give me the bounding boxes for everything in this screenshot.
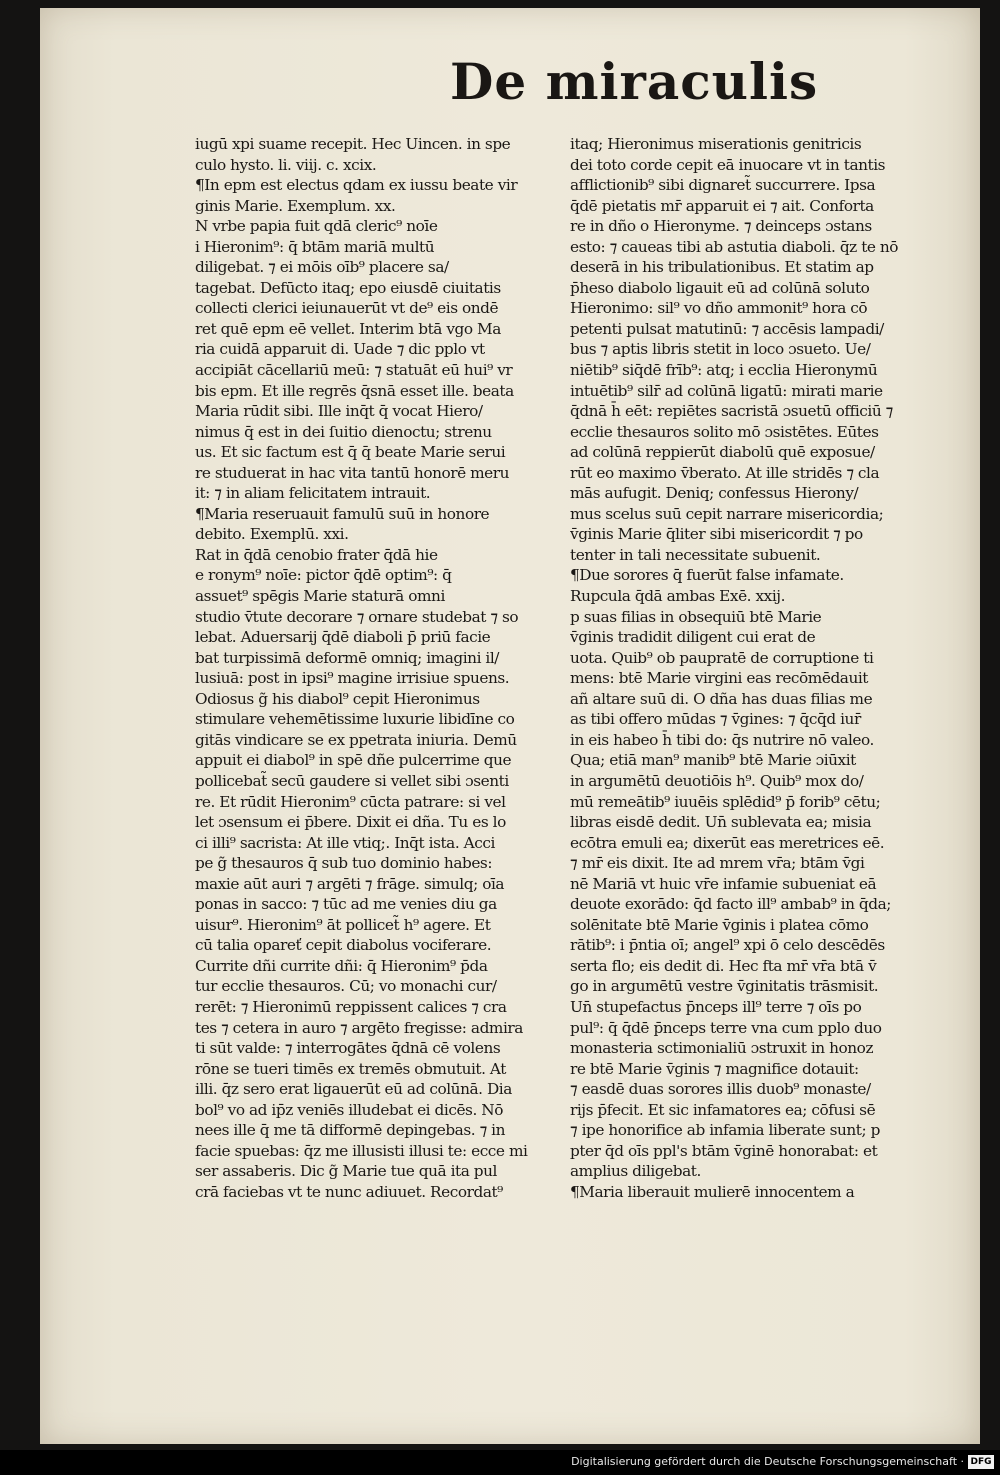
text-line: nimus q̄ est in dei ſuitio dienoctu; strenu (195, 422, 492, 441)
text-line: rijs p̄fecit. Et sic infamatores ea; cōfusi sē (570, 1100, 876, 1119)
text-line: rerēt: ⁊ Hieronimū reppissent calices ⁊ cra (195, 997, 507, 1016)
text-line: dei toto corde cepit eā inuocare vt in tantis (570, 155, 886, 174)
text-line: go in argumētū vestre v̄ginitatis trāsmisit. (570, 977, 879, 996)
text-line: cū talia opareť cepit diabolus vociferare. (195, 936, 492, 955)
text-line: re. Et rūdit Hieronim⁹ cūcta patrare: si vel (195, 792, 506, 811)
text-column-right (570, 134, 980, 1202)
text-line: ret quē epm eē vellet. Interim btā vgo Ma (195, 319, 501, 338)
text-line: bat turpissimā deformē omniq; imagini il/ (195, 648, 500, 667)
text-line: itaq; Hieronimus miserationis genitricis (570, 135, 862, 153)
text-line: afflictionib⁹ sibi dignaret̃ succurrere. Ipsa (570, 176, 876, 195)
text-line: lusiuā: post in ipsi⁹ magine irrisiue spuens. (195, 669, 510, 688)
text-line: rātib⁹: i p̄ntia oī; angel⁹ xpi ō celo descēdēs (570, 936, 885, 955)
text-line: Maria rūdit sibi. Ille inq̄t q̄ vocat Hiero/ (195, 402, 483, 421)
text-line: amplius diligebat. (570, 1162, 701, 1181)
text-line: ⁊ easdē duas sorores illis duob⁹ monaste/ (570, 1080, 871, 1099)
text-line: pe g̃ thesauros q̄ sub tuo dominio habes: (195, 854, 493, 873)
running-head: De miraculis (450, 52, 819, 111)
text-line: nees ille q̄ me tā difformē depingebas. ⁊ in (195, 1121, 505, 1140)
text-line: N vrbe papia fuit qdā cleric⁹ noīe (195, 217, 438, 236)
text-line: bol⁹ vo ad ip̄z veniēs illudebat ei dicēs. Nō (195, 1100, 503, 1119)
text-line: v̄ginis tradidit diligent cui erat de (570, 628, 816, 647)
text-line: in eis habeo h̄ tibi do: q̄s nutrire nō valeo. (570, 730, 874, 749)
text-line: pter q̄d oīs ppl's btām v̄ginē honorabat: et (570, 1141, 878, 1160)
text-line: Un̄ stupefactus p̄nceps ill⁹ terre ⁊ oīs po (570, 997, 862, 1016)
text-line: monasteria sctimonialiū ɔstruxit in honoz (570, 1039, 874, 1058)
text-line: crā faciebas vt te nunc adiuuet. Recordat⁹ (195, 1182, 503, 1201)
text-line: Rat in q̄dā cenobio frater q̄dā hie (195, 545, 438, 564)
text-line: i Hieronim⁹: q̄ btām mariā multū (195, 237, 435, 256)
text-line: Rupcula q̄dā ambas Exē. xxij. (570, 587, 785, 606)
text-line: maxie aūt auri ⁊ argēti ⁊ frāge. simulq; oīa (195, 874, 505, 893)
text-line: nē Mariā vt huic vr̄e infamie subueniat eā (570, 874, 877, 893)
text-line: re studuerat in hac vita tantū honorē meru (195, 463, 510, 482)
dfg-logo: DFG (968, 1455, 994, 1469)
text-line: illi. q̄z sero erat ligauerūt eū ad colūnā. Dia (195, 1080, 512, 1099)
text-line: ginis Marie. Exemplum. xx. (195, 196, 396, 215)
text-line: tur ecclie thesauros. Cū; vo monachi cur/ (195, 977, 497, 996)
footer-credit: Digitalisierung gefördert durch die Deutsche Forschungsgemeinschaft · (571, 1455, 964, 1468)
text-line: Currite dñi currite dñi: q̄ Hieronim⁹ p̄da (195, 956, 488, 975)
text-line: accipiāt cācellariū meū: ⁊ statuāt eū hui⁹ vr (195, 361, 513, 380)
text-line: collecti clerici ieiunauerūt vt de⁹ eis ondē (195, 299, 499, 318)
text-line: p̄heso diabolo ligauit eū ad colūnā soluto (570, 278, 870, 297)
text-line: pollicebat̃ secū gaudere si vellet sibi ɔsenti (195, 771, 509, 790)
text-line: appuit ei diabol⁹ in spē dñe pulcerrime que (195, 751, 512, 770)
text-line: tes ⁊ cetera in auro ⁊ argēto fregisse: admira (195, 1018, 523, 1037)
text-line: in argumētū deuotiōis h⁹. Quib⁹ mox do/ (570, 771, 864, 790)
text-line: debito. Exemplū. xxi. (195, 525, 349, 544)
text-line: rūt eo maximo v̄berato. At ille stridēs ⁊ cla (570, 463, 880, 482)
text-line: intuētib⁹ silr̄ ad colūnā ligatū: mirati marie (570, 381, 883, 400)
text-line: bus ⁊ aptis libris stetit in loco ɔsueto. Ue/ (570, 340, 871, 359)
text-line: deuote exorādo: q̄d facto ill⁹ ambab⁹ in q̄da; (570, 895, 891, 914)
text-line: q̄dnā h̄ eēt: repiētes sacristā ɔsuetū officiū ⁊ (570, 402, 893, 421)
text-line: ⁊ mr̄ eis dixit. Ite ad mrem vr̄a; btām v̄gi (570, 854, 865, 873)
text-line: añ altare suū di. O dña has duas filias me (570, 689, 873, 708)
text-line: ti sūt valde: ⁊ interrogātes q̄dnā cē volens (195, 1039, 501, 1058)
text-line: mens: btē Marie virgini eas recōmēdauit (570, 669, 869, 688)
text-line: Hieronimo: sil⁹ vo dño ammonit⁹ hora cō (570, 299, 868, 318)
text-line: tagebat. Defūcto itaq; epo eiusdē ciuitatis (195, 278, 501, 297)
text-line: tenter in tali necessitate subuenit. (570, 545, 821, 564)
text-line: uisur⁹. Hieronim⁹ āt pollicet̃ h⁹ agere. Et (195, 915, 491, 934)
text-line: libras eisdē dedit. Un̄ sublevata ea; misia (570, 813, 872, 832)
text-line: uota. Quib⁹ ob paupratē de corruptione ti (570, 648, 874, 667)
text-line: as tibi offero mūdas ⁊ v̄gines: ⁊ q̄cq̄d iur̄ (570, 710, 861, 729)
text-line: deserā in his tribulationibus. Et statim ap (570, 258, 874, 277)
text-line: gitās vindicare se ex ppetrata iniuria. Demū (195, 730, 517, 749)
text-column-left (195, 134, 595, 1202)
text-line: ⁊ ipe honorifice ab infamia liberate sunt; p (570, 1121, 880, 1140)
text-line: it: ⁊ in aliam felicitatem intrauit. (195, 484, 431, 503)
text-line: ¶Due sorores q̄ fuerūt false infamate. (570, 566, 844, 585)
text-line: mū remeātib⁹ iuuēis splēdid⁹ p̄ forib⁹ cētu; (570, 792, 881, 811)
text-line: ci illi⁹ sacrista: At ille vtiq;. Inq̄t ista. Acci (195, 833, 495, 852)
text-line: us. Et sic factum est q̄ q̄ beate Marie serui (195, 443, 506, 462)
text-line: assuet⁹ spēgis Marie staturā omni (195, 587, 445, 606)
text-line: studio v̄tute decorare ⁊ ornare studebat ⁊ so (195, 607, 519, 626)
text-line: mās aufugit. Deniq; confessus Hierony/ (570, 484, 859, 503)
text-line: solēnitate btē Marie v̄ginis i platea cōmo (570, 915, 869, 934)
text-line: petenti pulsat matutinū: ⁊ accēsis lampadi/ (570, 319, 884, 338)
text-line: iugū xpi suame recepit. Hec Uincen. in spe (195, 135, 511, 153)
text-line: diligebat. ⁊ ei mōis oīb⁹ placere sa/ (195, 258, 449, 277)
text-line: bis epm. Et ille regrēs q̄snā esset ille. beata (195, 381, 514, 400)
text-line: esto: ⁊ caueas tibi ab astutia diaboli. q̄z te nō (570, 237, 899, 256)
text-line: q̄dē pietatis mr̄ apparuit ei ⁊ ait. Conforta (570, 196, 874, 215)
text-line: Odiosus g̃ his diabol⁹ cepit Hieronimus (195, 689, 480, 708)
text-line: lebat. Aduersarij q̄dē diaboli p̄ priū facie (195, 628, 491, 647)
text-line: rōne se tueri timēs ex tremēs obmutuit. At (195, 1059, 506, 1078)
text-line: mus scelus suū cepit narrare misericordia; (570, 504, 884, 523)
text-line: niētib⁹ siq̄dē frīb⁹: atq; i ecclia Hieronymū (570, 361, 878, 380)
text-line: p suas filias in obsequiū btē Marie (570, 607, 822, 626)
text-line: ¶Maria reseruauit famulū suū in honore (195, 504, 490, 523)
text-line: culo hysto. li. viij. c. xcix. (195, 155, 377, 174)
text-line: ¶Maria liberauit mulierē innocentem a (570, 1182, 855, 1201)
text-line: re in dño o Hieronyme. ⁊ deinceps ɔstans (570, 217, 872, 236)
text-line: ecclie thesauros solito mō ɔsistētes. Eūtes (570, 422, 879, 441)
text-line: ecōtra emuli ea; dixerūt eas meretrices eē. (570, 833, 885, 852)
text-line: v̄ginis Marie q̄liter sibi misericordit ⁊ po (570, 525, 863, 544)
text-line: Qua; etiā man⁹ manib⁹ btē Marie ɔiūxit (570, 751, 856, 770)
text-line: re btē Marie v̄ginis ⁊ magnifice dotauit: (570, 1059, 859, 1078)
book-page (40, 8, 980, 1444)
text-line: ¶In epm est electus qdam ex iussu beate vir (195, 176, 518, 195)
text-line: pul⁹: q̄ q̄dē p̄nceps terre vna cum pplo duo (570, 1018, 882, 1037)
text-line: stimulare vehemētissime luxurie libidīne co (195, 710, 515, 729)
text-line: serta flo; eis dedit di. Hec fta mr̄ vr̄a btā v̄ (570, 956, 877, 975)
text-line: ponas in sacco: ⁊ tūc ad me venies diu ga (195, 895, 497, 914)
text-line: ad colūnā reppierūt diabolū quē exposue/ (570, 443, 875, 462)
text-line: e ronym⁹ noīe: pictor q̄dē optim⁹: q̄ (195, 566, 452, 585)
text-line: facie spuebas: q̄z me illusisti illusi te: ecce mi (195, 1141, 528, 1160)
text-line: ria cuidā apparuit di. Uade ⁊ dic pplo vt (195, 340, 485, 359)
text-line: ser assaberis. Dic g̃ Marie tue quā ita pul (195, 1162, 497, 1181)
text-line: let ɔsensum ei p̄bere. Dixit ei dña. Tu es lo (195, 813, 506, 832)
